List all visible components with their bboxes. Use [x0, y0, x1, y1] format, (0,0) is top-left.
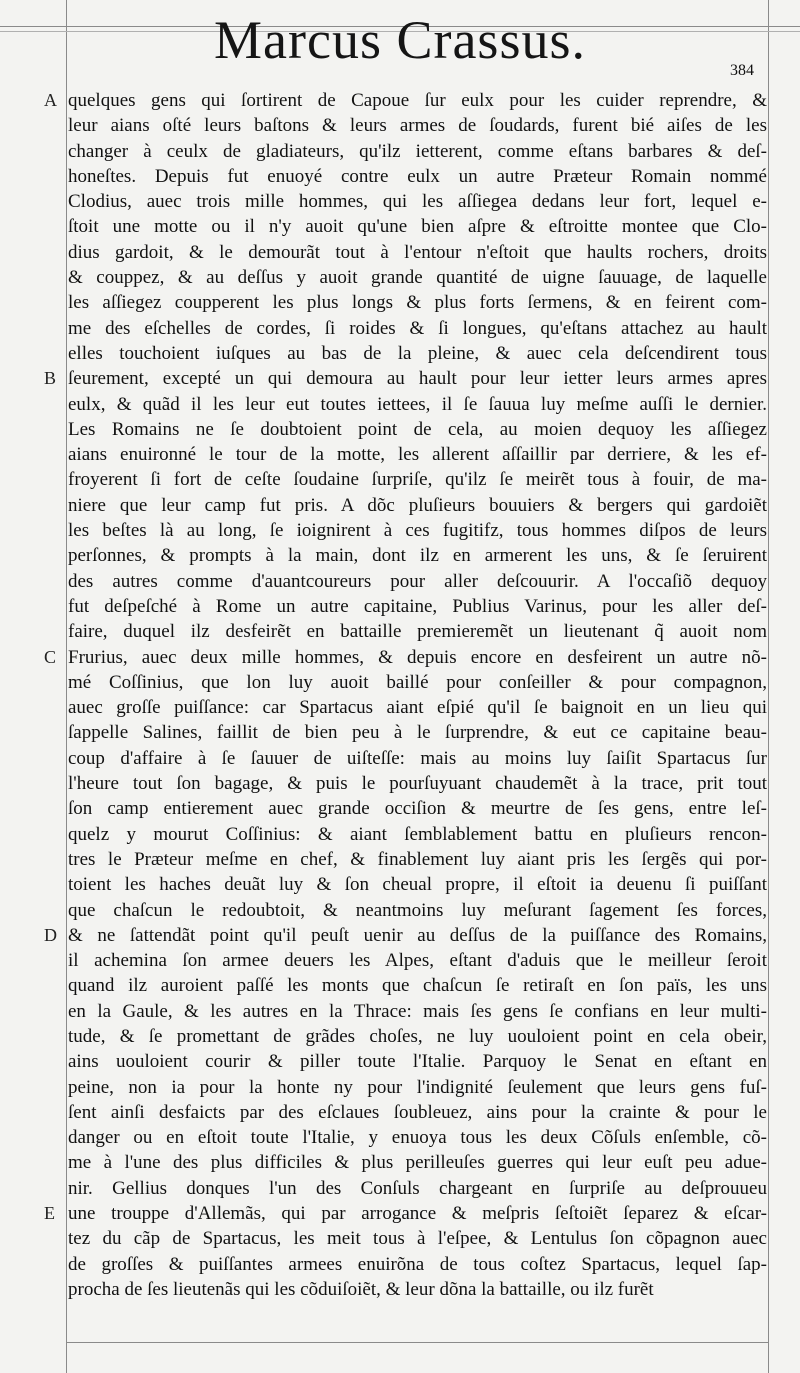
text-line: perſonnes, & prompts à la main, dont ilz en armerent les uns, & ſe ſeruirent	[68, 545, 767, 567]
text-line: & ne ſattendãt point qu'il peuſt uenir au deſſus de la puiſſance des Romains,	[68, 924, 767, 946]
text-line: Les Romains ne ſe doubtoient point de cela, au moien dequoy les aſſiegez	[68, 418, 767, 440]
text-line: que chaſcun le redoubtoit, & neantmoins luy meſurant ſagement ſes forces,	[68, 899, 767, 921]
margin-letter: D	[44, 924, 57, 945]
bottom-rule	[66, 1342, 769, 1343]
margin-letter: B	[44, 368, 57, 389]
text-line: quand ilz auroient paſſé les monts que chaſcun ſe retiraſt en ſon païs, les uns	[68, 975, 767, 997]
margin-letter: C	[44, 646, 57, 667]
text-line: auec groſſe puiſſance: car Spartacus aiant eſpié qu'il ſe baignoit en un lieu qui	[68, 697, 767, 719]
text-line: en la Gaule, & les autres en la Thrace: mais ſes gens ſe confians en leur multi-	[68, 1000, 767, 1022]
text-line: eulx, & quãd il les leur eut toutes iettees, il ſe ſauua luy meſme auſſi le dernier.	[68, 393, 767, 415]
text-line: niere que leur camp fut pris. A dõc pluſieurs bouuiers & bergers qui gardoiẽt	[68, 494, 767, 516]
text-line: fut deſpeſché à Rome un autre capitaine, Publius Varinus, pour les aller deſ-	[68, 595, 767, 617]
body-text	[68, 88, 767, 1302]
text-line: l'heure tout ſon bagage, & puis le pourſuyuant chaudemẽt à la trace, prit tout	[68, 773, 767, 795]
text-line: & couppez, & au deſſus y auoit grande quantité de uigne ſauuage, de laquelle	[68, 267, 767, 289]
text-line: ſappelle Salines, faillit de bien peu à le ſurprendre, & eut ce capitaine beau-	[68, 722, 767, 744]
text-line: faire, duquel ilz desfeirẽt en battaille premieremẽt un lieutenant q̃ auoit nom	[68, 621, 767, 643]
text-line: ains uouloient courir & piller toute l'Italie. Parquoy le Senat en eſtant en	[68, 1051, 767, 1073]
text-line: elles touchoient iuſques au bas de la pleine, & auec cela deſcendirent tous	[68, 342, 767, 364]
text-line: Clodius, auec trois mille hommes, qui les aſſiegea dedans leur fort, lequel e-	[68, 191, 767, 213]
text-line: ſtoit une motte ou il n'y auoit qu'une bien aſpre & eſtroitte montee que Clo-	[68, 216, 767, 238]
text-line: procha de ſes lieutenãs qui les cõduiſoiẽt, & leur dõna la battaille, ou ilz furẽt	[68, 1278, 654, 1300]
text-line: danger ou en eſtoit toute l'Italie, y enuoya tous les deux Cõſuls enſemble, cõ-	[68, 1127, 767, 1149]
running-header: Marcus Crassus.	[214, 10, 586, 70]
folio-number: 384	[730, 62, 754, 79]
text-line: Frurius, auec deux mille hommes, & depuis encore en desfeirent un autre nõ-	[68, 646, 767, 668]
text-line: ſent ainſi desfaicts par des eſclaues ſoubleuez, ains pour la crainte & pour le	[68, 1101, 767, 1123]
text-line: froyerent ſi fort de ceſte ſoudaine ſurpriſe, qu'ilz ſe meirẽt tous à fouir, de ma-	[68, 469, 767, 491]
text-line: tude, & ſe promettant de grãdes choſes, ne luy uouloient point en cela obeir,	[68, 1025, 767, 1047]
text-line: les aſſiegez coupperent les plus longs & plus forts ſermens, & en feirent com-	[68, 292, 767, 314]
left-margin-rule	[66, 0, 67, 1373]
text-line: mé Coſſinius, que lon luy auoit baillé pour conſeiller & pour compagnon,	[68, 671, 767, 693]
text-line: leur aians oſté leurs baſtons & leurs armes de ſoudards, furent bié aiſes de les	[68, 115, 767, 137]
text-line: toient les haches deuãt luy & ſon cheual propre, il eſtoit ia deuenu ſi puiſſant	[68, 874, 767, 896]
margin-letter: E	[44, 1203, 55, 1224]
text-line: il achemina ſon armee deuers les Alpes, eſtant d'aduis que le meilleur ſeroit	[68, 950, 767, 972]
text-line: tres le Præteur meſme en chef, & finablement luy aiant pris les ſergẽs qui por-	[68, 848, 767, 870]
text-line: ſon camp entierement auec grande occiſion & meurtre de ſes gens, entre leſ-	[68, 798, 767, 820]
text-line: me à l'une des plus difficiles & plus perilleuſes guerres qui leur euſt peu adue-	[68, 1152, 767, 1174]
text-line: de groſſes & puiſſantes armees enuirõna de tous coſtez Spartacus, lequel ſap-	[68, 1253, 767, 1275]
text-line: coup d'affaire à ſe ſauuer de uiſteſſe: mais au moins luy ſaiſit Spartacus ſur	[68, 747, 767, 769]
text-line: ſeurement, excepté un qui demoura au hault pour leur ietter leurs armes apres	[68, 368, 767, 390]
text-line: me des eſchelles de cordes, ſi roides & ſi longues, qu'eſtans attachez au hault	[68, 317, 767, 339]
text-line: aians enuironné le tour de la motte, les allerent aſſaillir par derriere, & les ef-	[68, 444, 767, 466]
text-line: des autres comme d'auantcoureurs pour aller deſcouurir. A l'occaſiõ dequoy	[68, 570, 767, 592]
text-line: honeſtes. Depuis fut enuoyé contre eulx un autre Præteur Romain nommé	[68, 165, 767, 187]
text-line: tez du cãp de Spartacus, les meit tous à l'eſpee, & Lentulus ſon cõpagnon auec	[68, 1228, 767, 1250]
text-line: quelz y mourut Coſſinius: & aiant ſemblablement battu en pluſieurs rencon-	[68, 823, 767, 845]
text-line: changer à ceulx de gladiateurs, qu'ilz ietterent, comme eſtans barbares & deſ-	[68, 140, 767, 162]
text-line: dius gardoit, & le demourãt tout à l'entour n'eſtoit que haults rochers, droits	[68, 241, 767, 263]
right-margin-rule	[768, 0, 769, 1373]
text-line: une trouppe d'Allemãs, qui par arrogance & meſpris ſeſtoiẽt ſeparez & eſcar-	[68, 1203, 767, 1225]
text-line: peine, non ia pour la honte ny pour l'indignité ſeulement que leurs gens fuſ-	[68, 1076, 767, 1098]
text-line: nir. Gellius donques l'un des Conſuls chargeant en ſurpriſe au deſprouueu	[68, 1177, 767, 1199]
text-line: quelques gens qui ſortirent de Capoue ſur eulx pour les cuider reprendre, &	[68, 90, 767, 111]
margin-letter: A	[44, 90, 57, 110]
text-line: les beſtes là au long, ſe ioignirent à ces fugitifz, tous hommes diſpos de leurs	[68, 520, 767, 542]
